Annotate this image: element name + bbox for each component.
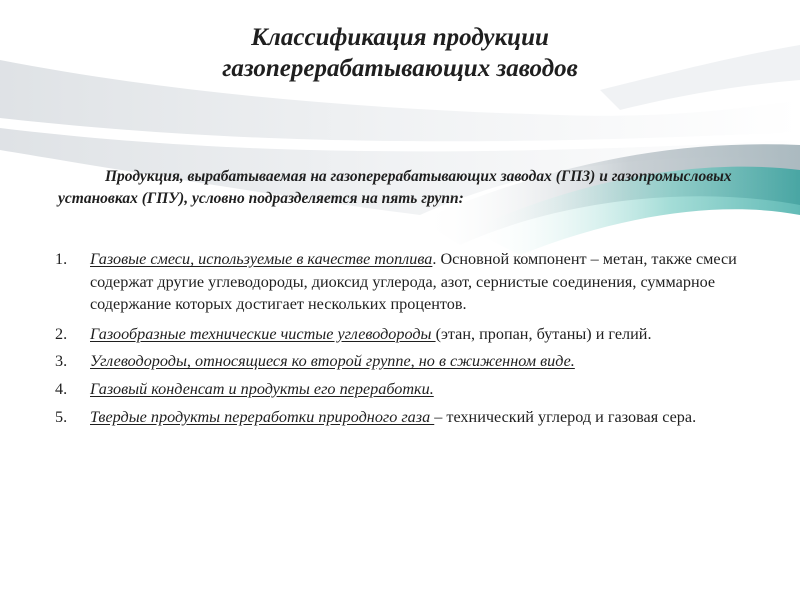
list-item: [30, 323, 750, 346]
item-term: Газовые смеси, используемые в качестве топлива: [90, 250, 433, 268]
item-number: 5.: [55, 408, 68, 426]
item-term: Твердые продукты переработки природного газа: [90, 408, 435, 426]
item-number: 4.: [55, 379, 68, 398]
item-number: 1.: [55, 250, 68, 268]
title-line-1: Классификация продукции: [251, 24, 549, 51]
product-group-list: [30, 248, 750, 429]
item-term: Газовый конденсат и продукты его переработки.: [90, 379, 434, 398]
item-term: Газообразные технические чистые углеводороды: [90, 324, 436, 343]
item-text: (этан, пропан, бутаны) и гелий.: [435, 324, 652, 343]
list-item: [30, 406, 750, 429]
slide-title: [0, 22, 800, 84]
item-text: – технический углерод и газовая сера.: [434, 408, 697, 426]
list-item: [30, 248, 750, 316]
title-line-2: газоперерабатывающих заводов: [222, 55, 578, 82]
item-number: 3.: [55, 352, 68, 370]
list-item: [30, 378, 750, 401]
item-term: Углеводороды, относящиеся ко второй группе, но в сжиженном виде.: [90, 352, 575, 370]
item-number: 2.: [55, 324, 68, 343]
item-text: . Основной компонент – метан, также смеси содержат другие углеводороды, диоксид углерода, азот, сернистые соединения, суммарное содержание которых достигает нескольких процентов.: [90, 250, 737, 313]
list-item: [30, 350, 750, 373]
intro-paragraph: Продукция, вырабатываемая на газоперерабатывающих заводах (ГПЗ) и газопромысловых установках (ГПУ), условно подразделяется на пять групп:: [58, 168, 732, 207]
